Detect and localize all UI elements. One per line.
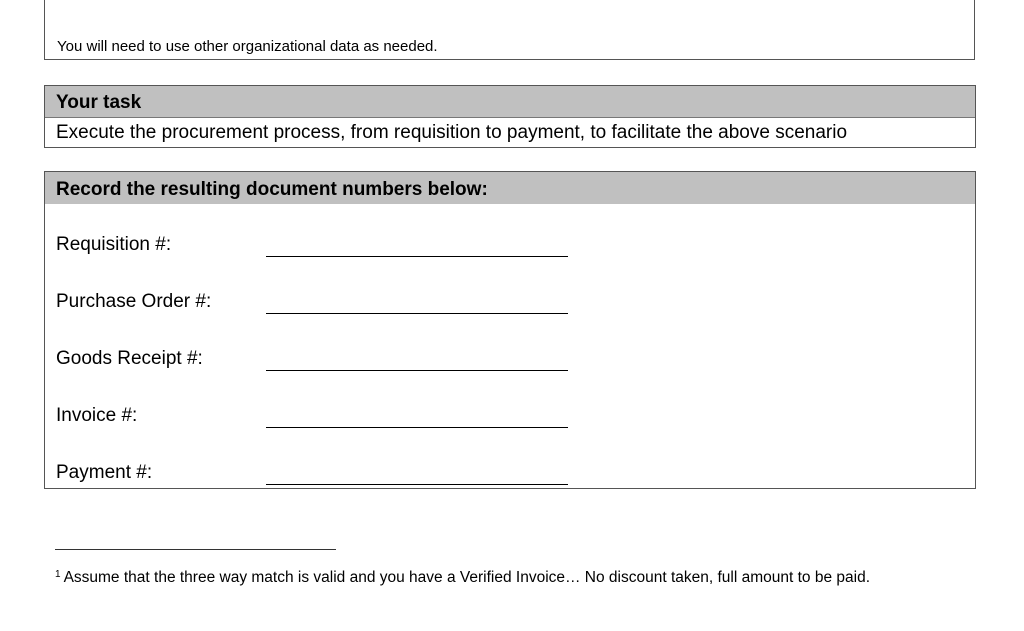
footnote-separator — [55, 549, 336, 550]
footnote-marker: 1 — [55, 569, 61, 580]
payment-field[interactable] — [56, 462, 856, 486]
goods-receipt-blank-line[interactable] — [266, 370, 568, 371]
task-box — [44, 85, 976, 148]
purchase-order-label: Purchase Order #: — [56, 291, 212, 312]
goods-receipt-label: Goods Receipt #: — [56, 348, 203, 369]
requisition-blank-line[interactable] — [266, 256, 568, 257]
invoice-label: Invoice #: — [56, 405, 138, 426]
footnote — [55, 563, 970, 590]
requisition-label: Requisition #: — [56, 234, 172, 255]
organizational-data-note: You will need to use other organizational data as needed. — [57, 38, 438, 55]
scenario-box — [44, 0, 975, 60]
purchase-order-blank-line[interactable] — [266, 313, 568, 314]
invoice-blank-line[interactable] — [266, 427, 568, 428]
payment-label: Payment #: — [56, 462, 153, 483]
footnote-text: Assume that the three way match is valid and you have a Verified Invoice… No discount taken, full amount to be paid. — [63, 569, 871, 586]
task-description: Execute the procurement process, from requisition to payment, to facilitate the above scenario — [56, 122, 848, 143]
tax-code-row — [45, 0, 974, 1]
record-heading: Record the resulting document numbers below: — [45, 172, 975, 204]
record-box — [44, 171, 976, 489]
purchase-order-field[interactable] — [56, 291, 856, 315]
task-heading: Your task — [45, 86, 975, 118]
invoice-field[interactable] — [56, 405, 856, 429]
requisition-field[interactable] — [56, 234, 856, 258]
payment-blank-line[interactable] — [266, 484, 568, 485]
goods-receipt-field[interactable] — [56, 348, 856, 372]
